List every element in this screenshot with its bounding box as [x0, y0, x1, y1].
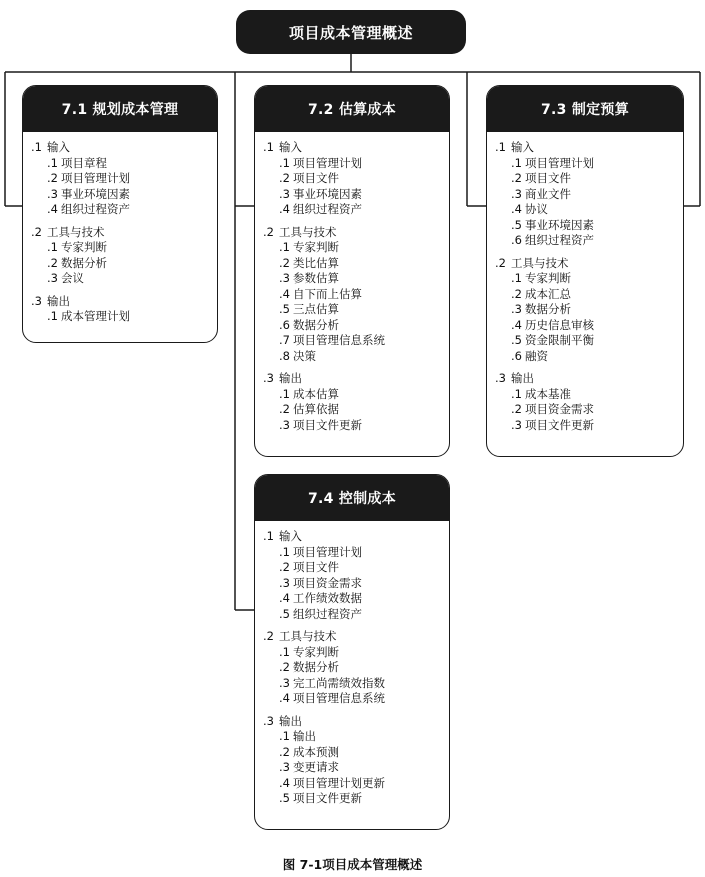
- list-item: [279, 591, 441, 607]
- card-section: [263, 140, 441, 218]
- item-label: 成本预测: [293, 744, 339, 759]
- item-number: .1: [511, 155, 522, 170]
- section-number: .3: [31, 293, 42, 308]
- section-heading: [263, 629, 441, 645]
- list-item: [279, 418, 441, 434]
- section-number: .2: [495, 255, 506, 270]
- item-label: 事业环境因素: [293, 186, 362, 201]
- card-body: [255, 132, 449, 446]
- list-item: [279, 745, 441, 761]
- section-number: .1: [31, 140, 42, 154]
- item-label: 组织过程资产: [61, 202, 130, 216]
- list-item: [47, 240, 209, 256]
- item-number: .1: [279, 544, 290, 559]
- item-label: 项目管理计划: [293, 155, 362, 170]
- section-label: 输入: [511, 140, 534, 154]
- list-item: [511, 202, 675, 218]
- process-card-plan-cost-management: [22, 85, 218, 343]
- section-label: 输出: [279, 713, 302, 728]
- item-label: 项目管理计划: [293, 544, 362, 559]
- section-label: 工具与技术: [511, 255, 569, 270]
- list-item: [279, 171, 441, 187]
- item-label: 工作绩效数据: [293, 591, 362, 605]
- section-items: [511, 271, 675, 364]
- section-items: [279, 387, 441, 434]
- item-label: 项目资金需求: [293, 575, 362, 590]
- item-number: .3: [279, 675, 290, 690]
- list-item: [511, 333, 675, 349]
- item-label: 协议: [525, 202, 548, 216]
- card-title: 7.3 制定预算: [487, 86, 683, 132]
- item-label: 项目管理计划: [61, 171, 130, 185]
- item-number: .7: [279, 333, 290, 347]
- card-section: [31, 225, 209, 287]
- item-label: 专家判断: [525, 271, 571, 285]
- item-number: .4: [279, 202, 290, 216]
- list-item: [279, 545, 441, 561]
- list-item: [279, 760, 441, 776]
- section-label: 工具与技术: [47, 224, 105, 239]
- item-label: 项目管理计划更新: [293, 775, 385, 790]
- item-number: .3: [279, 271, 290, 285]
- card-body: [487, 132, 683, 446]
- item-label: 项目文件: [293, 560, 339, 574]
- item-label: 决策: [293, 348, 316, 363]
- list-item: [279, 645, 441, 661]
- card-body: [255, 521, 449, 820]
- section-heading: [263, 140, 441, 156]
- list-item: [511, 318, 675, 334]
- item-label: 融资: [525, 348, 548, 363]
- item-label: 成本管理计划: [61, 309, 130, 323]
- card-title: 7.4 控制成本: [255, 475, 449, 521]
- item-number: .5: [279, 302, 290, 316]
- card-section: [31, 140, 209, 218]
- card-section: [263, 529, 441, 622]
- list-item: [279, 271, 441, 287]
- item-number: .5: [511, 333, 522, 347]
- card-section: [263, 629, 441, 707]
- item-number: .8: [279, 348, 290, 363]
- section-items: [47, 240, 209, 287]
- item-label: 会议: [61, 271, 84, 285]
- overview-title: 项目成本管理概述: [236, 10, 466, 54]
- item-label: 估算依据: [293, 402, 339, 416]
- item-number: .3: [511, 417, 522, 432]
- item-label: 数据分析: [293, 660, 339, 674]
- item-label: 三点估算: [293, 302, 339, 316]
- section-number: .2: [263, 629, 274, 643]
- item-number: .1: [47, 309, 58, 323]
- item-label: 输出: [293, 729, 316, 743]
- item-number: .1: [279, 240, 290, 254]
- figure-caption: 图 7-1项目成本管理概述: [282, 857, 423, 872]
- section-items: [47, 156, 209, 218]
- item-number: .1: [511, 386, 522, 401]
- item-number: .4: [279, 775, 290, 790]
- item-label: 项目章程: [61, 155, 107, 170]
- item-label: 变更请求: [293, 760, 339, 774]
- section-label: 输入: [279, 140, 302, 154]
- item-label: 专家判断: [293, 240, 339, 254]
- item-number: .2: [279, 744, 290, 759]
- item-label: 事业环境因素: [525, 217, 594, 232]
- item-label: 参数估算: [293, 271, 339, 285]
- list-item: [511, 287, 675, 303]
- item-number: .6: [511, 233, 522, 247]
- item-label: 完工尚需绩效指数: [293, 675, 385, 690]
- item-number: .3: [511, 302, 522, 316]
- section-heading: [263, 371, 441, 387]
- item-label: 专家判断: [61, 240, 107, 254]
- list-item: [279, 240, 441, 256]
- list-item: [511, 349, 675, 365]
- card-section: [495, 140, 675, 249]
- item-label: 项目资金需求: [525, 402, 594, 416]
- section-items: [279, 645, 441, 707]
- list-item: [279, 560, 441, 576]
- item-number: .3: [47, 186, 58, 201]
- process-card-determine-budget: [486, 85, 684, 457]
- item-label: 资金限制平衡: [525, 333, 594, 347]
- item-number: .5: [279, 791, 290, 805]
- list-item: [47, 256, 209, 272]
- item-number: .2: [279, 171, 290, 185]
- item-label: 组织过程资产: [525, 233, 594, 247]
- item-number: .2: [511, 171, 522, 185]
- item-label: 数据分析: [61, 255, 107, 270]
- item-number: .2: [279, 560, 290, 574]
- item-number: .4: [279, 691, 290, 705]
- list-item: [47, 171, 209, 187]
- list-item: [279, 387, 441, 403]
- item-label: 专家判断: [293, 644, 339, 659]
- card-section: [263, 371, 441, 433]
- section-label: 工具与技术: [279, 629, 337, 643]
- item-label: 成本估算: [293, 386, 339, 401]
- list-item: [279, 187, 441, 203]
- item-number: .1: [279, 386, 290, 401]
- section-heading: [31, 225, 209, 241]
- card-title: 7.1 规划成本管理: [23, 86, 217, 132]
- item-number: .1: [279, 729, 290, 743]
- section-items: [279, 156, 441, 218]
- item-label: 项目文件: [293, 171, 339, 185]
- section-heading: [495, 140, 675, 156]
- list-item: [511, 387, 675, 403]
- item-label: 项目管理计划: [525, 155, 594, 170]
- item-number: .2: [279, 255, 290, 270]
- section-items: [279, 545, 441, 623]
- list-item: [279, 302, 441, 318]
- list-item: [279, 256, 441, 272]
- item-number: .3: [279, 417, 290, 432]
- item-number: .4: [279, 286, 290, 301]
- list-item: [47, 202, 209, 218]
- item-label: 项目管理信息系统: [293, 333, 385, 347]
- card-section: [495, 371, 675, 433]
- item-number: .5: [511, 217, 522, 232]
- item-number: .6: [511, 348, 522, 363]
- item-label: 商业文件: [525, 186, 571, 201]
- section-heading: [495, 371, 675, 387]
- section-number: .3: [263, 713, 274, 728]
- list-item: [47, 309, 209, 325]
- item-number: .6: [279, 317, 290, 332]
- section-label: 输出: [279, 371, 302, 385]
- list-item: [279, 576, 441, 592]
- item-label: 数据分析: [293, 317, 339, 332]
- list-item: [511, 156, 675, 172]
- item-number: .1: [279, 155, 290, 170]
- item-label: 项目文件: [525, 171, 571, 185]
- item-number: .5: [279, 606, 290, 621]
- section-heading: [31, 140, 209, 156]
- item-number: .4: [511, 317, 522, 332]
- list-item: [511, 402, 675, 418]
- section-label: 输入: [47, 140, 70, 154]
- item-label: 组织过程资产: [293, 606, 362, 621]
- list-item: [279, 660, 441, 676]
- item-label: 项目文件更新: [293, 791, 362, 805]
- item-number: .2: [47, 171, 58, 185]
- list-item: [279, 333, 441, 349]
- section-heading: [495, 256, 675, 272]
- section-label: 输出: [511, 371, 534, 385]
- list-item: [511, 171, 675, 187]
- list-item: [279, 402, 441, 418]
- list-item: [279, 202, 441, 218]
- list-item: [47, 187, 209, 203]
- section-heading: [31, 294, 209, 310]
- section-number: .2: [263, 224, 274, 239]
- item-number: .2: [279, 402, 290, 416]
- list-item: [279, 691, 441, 707]
- item-label: 成本基准: [525, 386, 571, 401]
- section-label: 工具与技术: [279, 224, 337, 239]
- list-item: [279, 349, 441, 365]
- card-section: [263, 225, 441, 365]
- section-heading: [263, 714, 441, 730]
- section-items: [511, 387, 675, 434]
- item-number: .3: [47, 271, 58, 285]
- section-number: .1: [263, 140, 274, 154]
- item-number: .4: [279, 591, 290, 605]
- list-item: [279, 729, 441, 745]
- item-number: .1: [47, 155, 58, 170]
- list-item: [47, 271, 209, 287]
- section-items: [279, 240, 441, 364]
- item-number: .3: [279, 760, 290, 774]
- section-number: .1: [495, 140, 506, 154]
- list-item: [511, 233, 675, 249]
- section-number: .2: [31, 224, 42, 239]
- item-number: .4: [47, 202, 58, 216]
- item-label: 组织过程资产: [293, 202, 362, 216]
- list-item: [511, 418, 675, 434]
- list-item: [279, 607, 441, 623]
- section-number: .3: [495, 371, 506, 385]
- section-label: 输出: [47, 293, 70, 308]
- section-number: .3: [263, 371, 274, 385]
- list-item: [279, 776, 441, 792]
- list-item: [511, 271, 675, 287]
- section-heading: [263, 225, 441, 241]
- section-number: .1: [263, 529, 274, 543]
- card-section: [495, 256, 675, 365]
- list-item: [511, 302, 675, 318]
- item-label: 项目文件更新: [525, 417, 594, 432]
- item-number: .4: [511, 202, 522, 216]
- item-number: .1: [279, 644, 290, 659]
- item-number: .2: [511, 286, 522, 301]
- list-item: [279, 156, 441, 172]
- item-number: .3: [511, 186, 522, 201]
- section-items: [511, 156, 675, 249]
- card-section: [263, 714, 441, 807]
- section-label: 输入: [279, 529, 302, 543]
- card-title: 7.2 估算成本: [255, 86, 449, 132]
- card-section: [31, 294, 209, 325]
- list-item: [279, 791, 441, 807]
- item-label: 类比估算: [293, 255, 339, 270]
- item-number: .3: [279, 186, 290, 201]
- item-number: .1: [511, 271, 522, 285]
- list-item: [279, 676, 441, 692]
- item-number: .1: [47, 240, 58, 254]
- item-number: .2: [47, 255, 58, 270]
- list-item: [511, 218, 675, 234]
- item-label: 事业环境因素: [61, 186, 130, 201]
- card-body: [23, 132, 217, 338]
- section-items: [279, 729, 441, 807]
- list-item: [279, 318, 441, 334]
- item-label: 项目管理信息系统: [293, 691, 385, 705]
- item-label: 成本汇总: [525, 286, 571, 301]
- list-item: [279, 287, 441, 303]
- item-number: .3: [279, 575, 290, 590]
- item-number: .2: [511, 402, 522, 416]
- item-label: 项目文件更新: [293, 417, 362, 432]
- list-item: [511, 187, 675, 203]
- item-label: 历史信息审核: [525, 317, 594, 332]
- item-label: 自下而上估算: [293, 286, 362, 301]
- process-card-estimate-costs: [254, 85, 450, 457]
- section-items: [47, 309, 209, 325]
- process-card-control-costs: [254, 474, 450, 830]
- item-number: .2: [279, 660, 290, 674]
- list-item: [47, 156, 209, 172]
- section-heading: [263, 529, 441, 545]
- item-label: 数据分析: [525, 302, 571, 316]
